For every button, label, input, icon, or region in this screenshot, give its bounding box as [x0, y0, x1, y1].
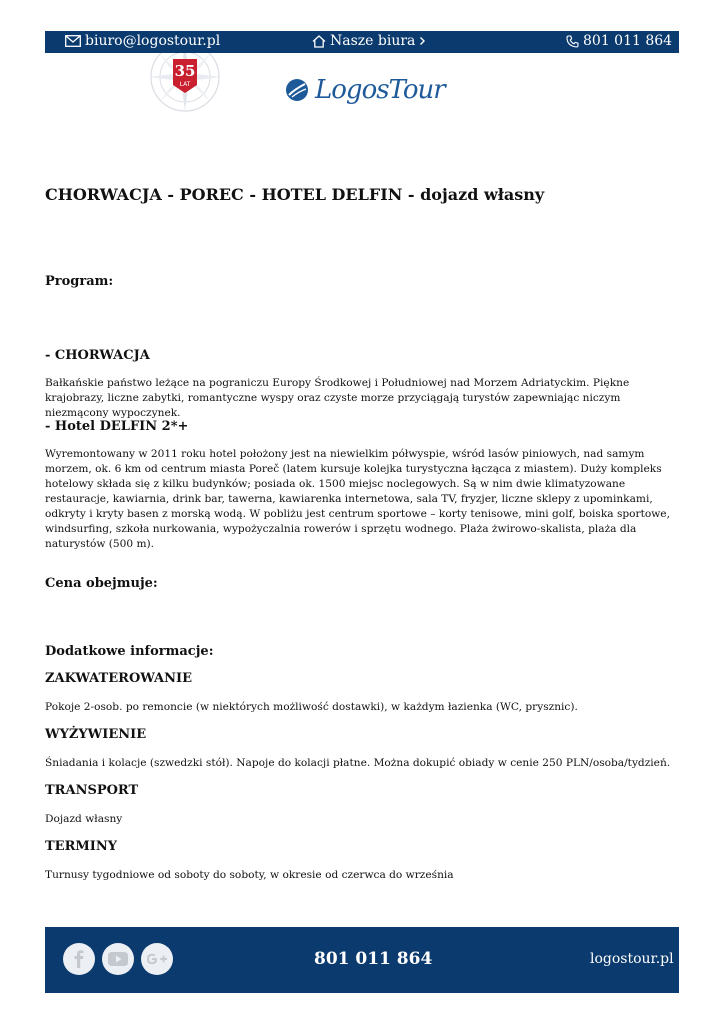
svg-text:LAT: LAT — [179, 81, 191, 88]
brand-name: LogosTour — [315, 75, 445, 105]
program-heading: Program: — [45, 274, 114, 289]
home-icon — [312, 35, 326, 48]
transport-heading: TRANSPORT — [45, 783, 139, 798]
top-contact-bar — [45, 31, 679, 53]
phone-icon — [566, 35, 579, 48]
footer-bar — [45, 927, 679, 993]
hotel-heading: - Hotel DELFIN 2*+ — [45, 419, 189, 434]
envelope-icon — [65, 35, 81, 47]
info-heading: Dodatkowe informacje: — [45, 644, 214, 659]
globe-icon — [285, 78, 309, 102]
offices-link[interactable] — [312, 33, 426, 49]
price-heading: Cena obejmuje: — [45, 576, 158, 591]
anniversary-badge — [145, 53, 225, 115]
youtube-icon[interactable] — [102, 943, 134, 975]
email-text: biuro@logostour.pl — [85, 33, 221, 49]
terms-heading: TERMINY — [45, 839, 118, 854]
footer-phone[interactable]: 801 011 864 — [314, 949, 433, 969]
country-description: Bałkańskie państwo leżące na pograniczu Europy Środkowej i Południowej nad Morzem Adriatyckim. Piękne krajobrazy, liczne zabytki, romantyczne wyspy oraz czyste morze przyciągają turystów zapewniając niczym niezmącony wypoczynek. — [45, 377, 630, 419]
food-text: Śniadania i kolacje (szwedzki stół). Napoje do kolacji płatne. Można dokupić obiady w cenie 250 PLN/osoba/tydzień. — [45, 757, 671, 769]
google-plus-icon[interactable] — [141, 943, 173, 975]
offices-text: Nasze biura — [330, 33, 416, 49]
header-logos — [145, 53, 445, 117]
phone-link[interactable] — [566, 33, 672, 49]
footer-website-link[interactable]: logostour.pl — [590, 951, 674, 967]
chevron-right-icon — [419, 36, 426, 46]
svg-text:35: 35 — [174, 62, 196, 80]
terms-text: Turnusy tygodniowe od soboty do soboty, w okresie od czerwca do września — [45, 869, 454, 881]
accommodation-heading: ZAKWATEROWANIE — [45, 671, 192, 686]
phone-text: 801 011 864 — [583, 33, 673, 49]
hotel-description: Wyremontowany w 2011 roku hotel położony jest na niewielkim półwyspie, wśród lasów piniowych, nad samym morzem, ok. 6 km od centrum miasta Poreč (latem kursuje kolejka turystyczna łącząca z miastem). Duży kompleks hotelowy składa się z kilku budynków; posiada ok. 1500 miejsc noclegowych. Są w nim dwie klimatyzowane restauracje, kawiarnia, drink bar, tawerna, kawiarenka internetowa, sala TV, fryzjer, liczne sklepy z upominkami, odkryty i kryty basen z morską wodą. W pobliżu jest centrum sportowe – korty tenisowe, mini golf, boiska sportowe, windsurfing, szkoła nurkowania, wypożyczalnia rowerów i sprzętu wodnego. Plaża żwirowo-skalista, plaża dla naturystów (500 m). — [45, 448, 670, 550]
food-heading: WYŻYWIENIE — [45, 727, 147, 742]
facebook-icon[interactable] — [63, 943, 95, 975]
email-link[interactable] — [65, 33, 220, 49]
country-heading: - CHORWACJA — [45, 348, 150, 363]
transport-text: Dojazd własny — [45, 813, 123, 825]
page-title: CHORWACJA - POREC - HOTEL DELFIN - dojazd własny — [45, 185, 545, 204]
logostour-logo[interactable] — [285, 75, 445, 105]
accommodation-text: Pokoje 2-osob. po remoncie (w niektórych możliwość dostawki), w każdym łazienka (WC, prysznic). — [45, 701, 578, 713]
